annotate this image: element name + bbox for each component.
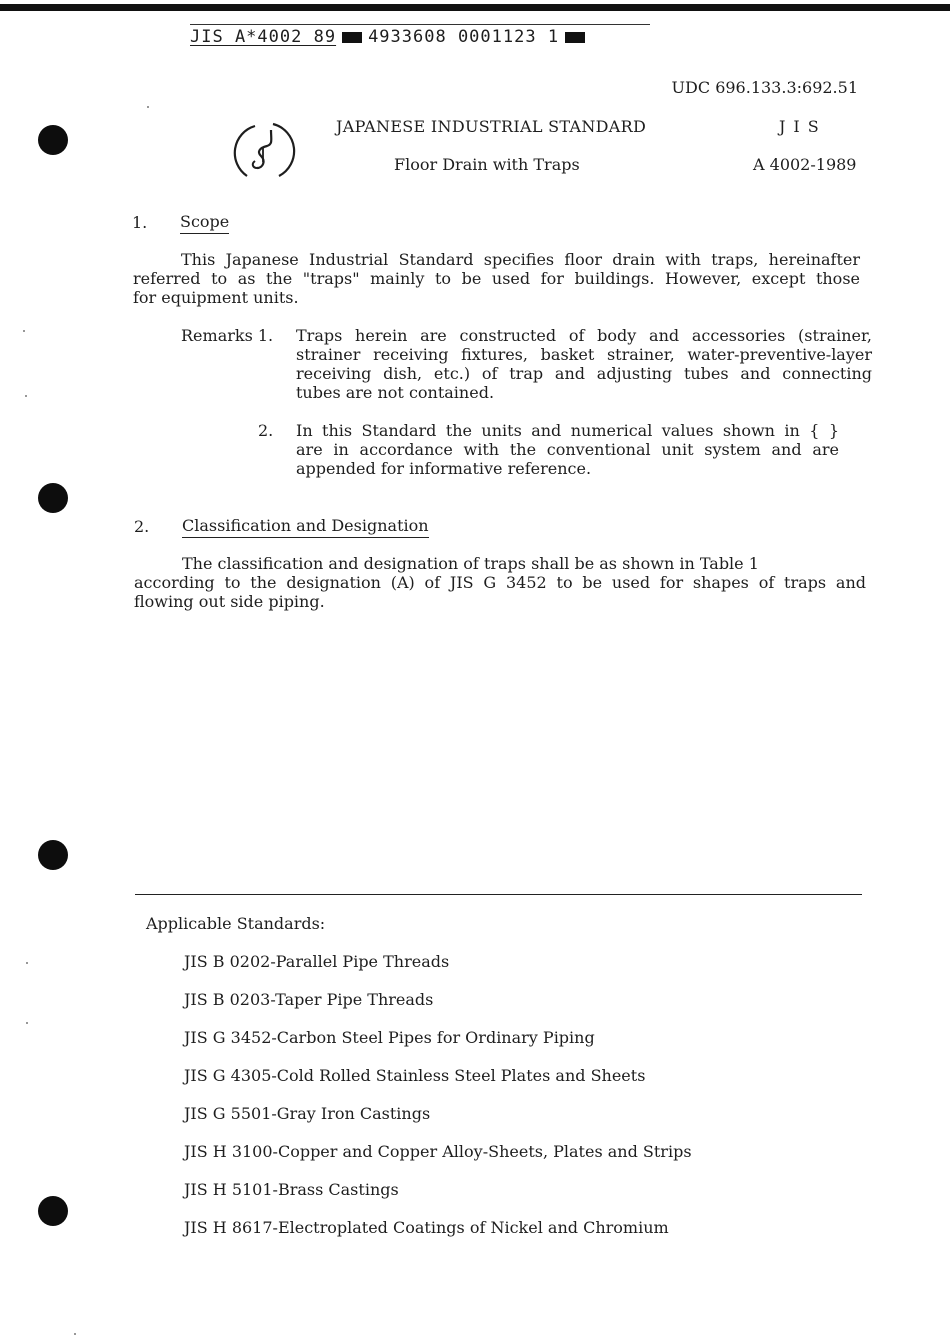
binder-hole bbox=[38, 840, 68, 870]
applicable-standard-item: JIS G 4305-Cold Rolled Stainless Steel Plates and Sheets bbox=[184, 1066, 646, 1085]
binder-hole bbox=[38, 125, 68, 155]
black-block-marker bbox=[565, 32, 585, 43]
section-title-scope: Scope bbox=[180, 213, 229, 234]
remark-line: In this Standard the units and numerical values shown in { } bbox=[296, 421, 839, 440]
section-number: 1. bbox=[132, 213, 148, 232]
paragraph-line: The classification and designation of traps shall be as shown in Table 1 bbox=[182, 554, 759, 573]
remark-line: appended for informative reference. bbox=[296, 459, 592, 478]
applicable-standard-item: JIS H 5101-Brass Castings bbox=[184, 1180, 399, 1199]
scan-speck bbox=[25, 395, 27, 397]
code-line-part1: JIS A*4002 89 bbox=[190, 27, 337, 47]
classification-paragraph bbox=[134, 554, 866, 611]
top-border bbox=[0, 4, 950, 11]
applicable-standard-item: JIS B 0203-Taper Pipe Threads bbox=[184, 990, 434, 1009]
applicable-standards-heading: Applicable Standards: bbox=[146, 914, 326, 933]
paragraph-line: according to the designation (A) of JIS G 3452 to be used for shapes of traps and bbox=[134, 573, 866, 592]
paragraph-line: flowing out side piping. bbox=[134, 592, 325, 611]
applicable-standard-item: JIS B 0202-Parallel Pipe Threads bbox=[184, 952, 450, 971]
remark-line: tubes are not contained. bbox=[296, 383, 495, 402]
scope-paragraph bbox=[133, 250, 860, 307]
section-title-classification: Classification and Designation bbox=[182, 517, 429, 538]
scan-speck bbox=[147, 106, 149, 108]
applicable-standard-item: JIS H 3100-Copper and Copper Alloy-Sheets, Plates and Strips bbox=[184, 1142, 692, 1161]
applicable-standard-item: JIS H 8617-Electroplated Coatings of Nickel and Chromium bbox=[184, 1218, 669, 1237]
document-number: A 4002-1989 bbox=[753, 155, 857, 174]
scan-speck bbox=[26, 1022, 28, 1024]
standard-title: JAPANESE INDUSTRIAL STANDARD bbox=[336, 117, 647, 136]
remark-line: are in accordance with the conventional unit system and are bbox=[296, 440, 839, 459]
document-title: Floor Drain with Traps bbox=[394, 155, 580, 174]
scan-speck bbox=[26, 962, 28, 964]
remark-1 bbox=[296, 326, 872, 402]
jis-logo-icon bbox=[233, 118, 297, 182]
binder-hole bbox=[38, 1196, 68, 1226]
paragraph-line: referred to as the "traps" mainly to be used for buildings. However, except those bbox=[133, 269, 860, 288]
udc-number: UDC 696.133.3:692.51 bbox=[671, 78, 858, 97]
section-number: 2. bbox=[134, 517, 150, 536]
footnote-rule bbox=[135, 894, 862, 895]
remark-line: strainer receiving fixtures, basket strainer, water-preventive-layer bbox=[296, 345, 872, 364]
paragraph-line: for equipment units. bbox=[133, 288, 299, 307]
scan-speck bbox=[23, 330, 25, 332]
paragraph-line: This Japanese Industrial Standard specifies floor drain with traps, hereinafter bbox=[181, 250, 860, 269]
remark-2 bbox=[296, 421, 839, 478]
jis-mark: JIS bbox=[779, 117, 827, 136]
code-line-part2: 4933608 0001123 1 bbox=[368, 27, 560, 47]
remark-line: receiving dish, etc.) of trap and adjusting tubes and connecting bbox=[296, 364, 872, 383]
remark-line: Traps herein are constructed of body and accessories (strainer, bbox=[296, 326, 872, 345]
scan-speck bbox=[74, 1333, 76, 1335]
catalog-code-line bbox=[190, 24, 650, 47]
black-block-marker bbox=[342, 32, 362, 43]
binder-hole bbox=[38, 483, 68, 513]
applicable-standard-item: JIS G 5501-Gray Iron Castings bbox=[184, 1104, 431, 1123]
applicable-standard-item: JIS G 3452-Carbon Steel Pipes for Ordinary Piping bbox=[184, 1028, 595, 1047]
remarks-label: Remarks 1. bbox=[181, 326, 274, 345]
remark-2-number: 2. bbox=[258, 421, 274, 440]
